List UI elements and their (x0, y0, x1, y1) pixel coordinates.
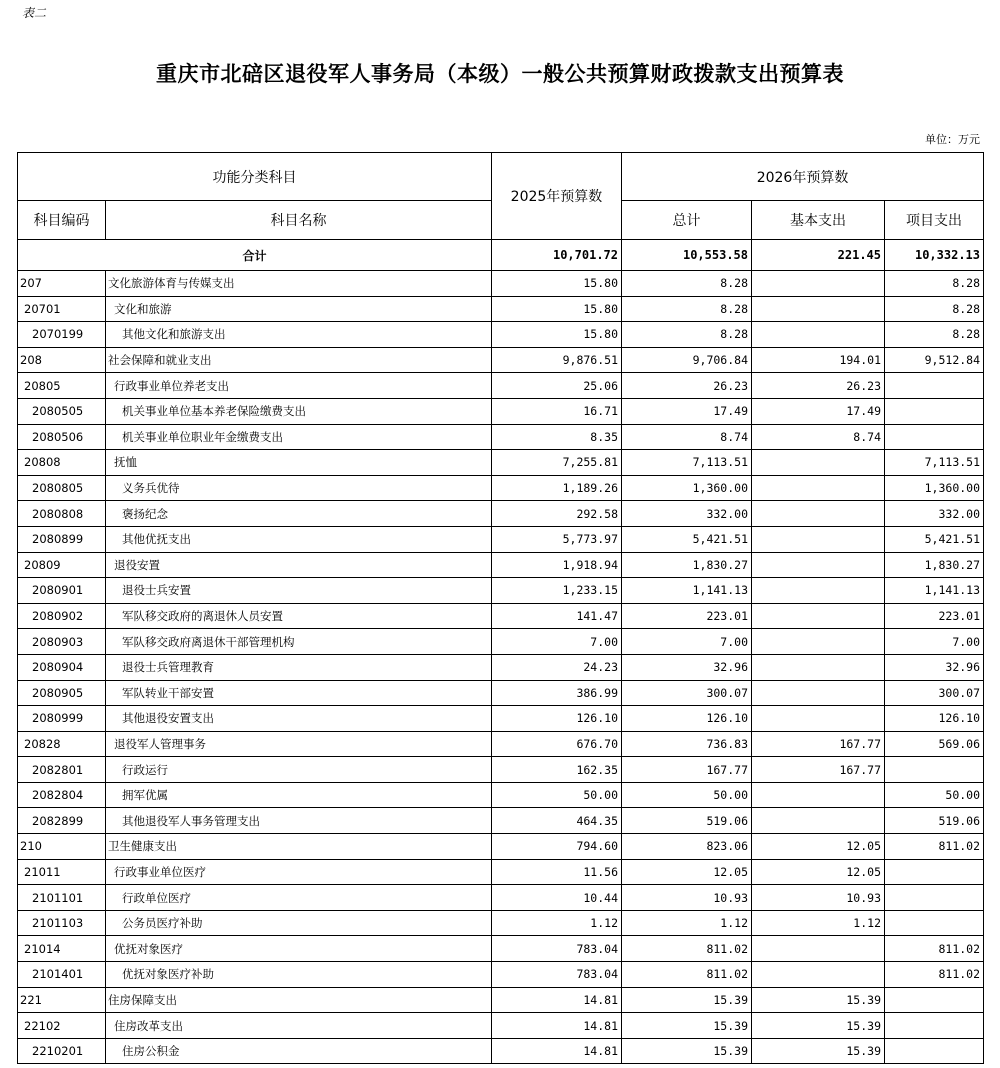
table-row (18, 680, 984, 706)
name-cell: 义务兵优待 (106, 475, 492, 501)
project-cell: 1,360.00 (885, 475, 984, 501)
total-cell: 15.39 (622, 1038, 752, 1064)
name-cell: 退役士兵安置 (106, 578, 492, 604)
project-cell: 811.02 (885, 936, 984, 962)
header-code: 科目编码 (18, 201, 106, 240)
code-cell: 2210201 (18, 1038, 106, 1064)
code-cell: 2080505 (18, 398, 106, 424)
name-cell: 机关事业单位基本养老保险缴费支出 (106, 398, 492, 424)
table-row (18, 322, 984, 348)
project-cell: 9,512.84 (885, 347, 984, 373)
basic-cell: 12.05 (752, 859, 885, 885)
code-cell: 21014 (18, 936, 106, 962)
total-cell: 8.74 (622, 424, 752, 450)
total-project: 10,332.13 (885, 240, 984, 271)
code-cell: 2080999 (18, 706, 106, 732)
project-cell (885, 373, 984, 399)
basic-cell (752, 552, 885, 578)
project-cell (885, 987, 984, 1013)
budget-2025-cell: 794.60 (492, 834, 622, 860)
code-cell: 2080899 (18, 526, 106, 552)
table-row (18, 962, 984, 988)
table-row (18, 552, 984, 578)
budget-2025-cell: 8.35 (492, 424, 622, 450)
table-row (18, 296, 984, 322)
table-row (18, 706, 984, 732)
name-cell: 军队移交政府离退休干部管理机构 (106, 629, 492, 655)
table-row (18, 603, 984, 629)
name-cell: 卫生健康支出 (106, 834, 492, 860)
basic-cell (752, 271, 885, 297)
budget-2025-cell: 15.80 (492, 271, 622, 297)
project-cell (885, 859, 984, 885)
project-cell: 1,141.13 (885, 578, 984, 604)
table-row (18, 834, 984, 860)
name-cell: 住房改革支出 (106, 1013, 492, 1039)
basic-cell: 8.74 (752, 424, 885, 450)
basic-cell: 26.23 (752, 373, 885, 399)
project-cell: 300.07 (885, 680, 984, 706)
total-cell: 167.77 (622, 757, 752, 783)
code-cell: 2082801 (18, 757, 106, 783)
name-cell: 其他优抚支出 (106, 526, 492, 552)
budget-2025-cell: 162.35 (492, 757, 622, 783)
total-cell: 332.00 (622, 501, 752, 527)
basic-cell (752, 782, 885, 808)
code-cell: 2082899 (18, 808, 106, 834)
code-cell: 2080903 (18, 629, 106, 655)
name-cell: 行政单位医疗 (106, 885, 492, 911)
total-cell: 8.28 (622, 296, 752, 322)
basic-cell (752, 654, 885, 680)
code-cell: 2080506 (18, 424, 106, 450)
name-cell: 住房公积金 (106, 1038, 492, 1064)
project-cell: 50.00 (885, 782, 984, 808)
total-cell: 126.10 (622, 706, 752, 732)
total-cell: 15.39 (622, 987, 752, 1013)
project-cell: 32.96 (885, 654, 984, 680)
total-budget-2025: 10,701.72 (492, 240, 622, 271)
total-cell: 300.07 (622, 680, 752, 706)
table-row (18, 398, 984, 424)
table-row (18, 987, 984, 1013)
name-cell: 行政运行 (106, 757, 492, 783)
project-cell (885, 1038, 984, 1064)
table-row (18, 885, 984, 911)
project-cell: 5,421.51 (885, 526, 984, 552)
budget-2025-cell: 1.12 (492, 910, 622, 936)
total-cell: 8.28 (622, 322, 752, 348)
budget-2025-cell: 10.44 (492, 885, 622, 911)
total-cell: 7.00 (622, 629, 752, 655)
basic-cell (752, 296, 885, 322)
budget-2025-cell: 14.81 (492, 1038, 622, 1064)
code-cell: 21011 (18, 859, 106, 885)
table-row (18, 936, 984, 962)
table-row (18, 859, 984, 885)
project-cell (885, 424, 984, 450)
total-cell: 32.96 (622, 654, 752, 680)
basic-cell: 167.77 (752, 731, 885, 757)
code-cell: 20701 (18, 296, 106, 322)
name-cell: 其他退役安置支出 (106, 706, 492, 732)
table-row (18, 910, 984, 936)
budget-2025-cell: 783.04 (492, 962, 622, 988)
basic-cell: 17.49 (752, 398, 885, 424)
header-functional-category: 功能分类科目 (18, 153, 492, 201)
project-cell: 569.06 (885, 731, 984, 757)
budget-2025-cell: 464.35 (492, 808, 622, 834)
table-row (18, 808, 984, 834)
total-cell: 823.06 (622, 834, 752, 860)
budget-2025-cell: 126.10 (492, 706, 622, 732)
total-cell: 10.93 (622, 885, 752, 911)
table-row (18, 757, 984, 783)
table-row (18, 782, 984, 808)
table-row (18, 271, 984, 297)
budget-2025-cell: 1,189.26 (492, 475, 622, 501)
code-cell: 20828 (18, 731, 106, 757)
budget-2025-cell: 24.23 (492, 654, 622, 680)
code-cell: 2080905 (18, 680, 106, 706)
total-cell: 17.49 (622, 398, 752, 424)
total-row (18, 240, 984, 271)
total-cell: 811.02 (622, 936, 752, 962)
total-cell: 50.00 (622, 782, 752, 808)
basic-cell (752, 603, 885, 629)
name-cell: 行政事业单位医疗 (106, 859, 492, 885)
total-cell: 5,421.51 (622, 526, 752, 552)
project-cell: 811.02 (885, 834, 984, 860)
code-cell: 2070199 (18, 322, 106, 348)
basic-cell (752, 475, 885, 501)
basic-cell (752, 578, 885, 604)
basic-cell (752, 936, 885, 962)
table-row (18, 347, 984, 373)
code-cell: 2080902 (18, 603, 106, 629)
name-cell: 拥军优属 (106, 782, 492, 808)
name-cell: 退役安置 (106, 552, 492, 578)
name-cell: 公务员医疗补助 (106, 910, 492, 936)
table-row (18, 450, 984, 476)
total-cell: 1,360.00 (622, 475, 752, 501)
code-cell: 2080904 (18, 654, 106, 680)
table-row (18, 1038, 984, 1064)
project-cell: 126.10 (885, 706, 984, 732)
budget-2025-cell: 15.80 (492, 296, 622, 322)
basic-cell: 10.93 (752, 885, 885, 911)
project-cell (885, 1013, 984, 1039)
header-basic: 基本支出 (752, 201, 885, 240)
project-cell (885, 398, 984, 424)
project-cell: 8.28 (885, 271, 984, 297)
project-cell (885, 885, 984, 911)
name-cell: 抚恤 (106, 450, 492, 476)
header-project: 项目支出 (885, 201, 984, 240)
basic-cell (752, 629, 885, 655)
budget-2025-cell: 14.81 (492, 987, 622, 1013)
budget-2025-cell: 14.81 (492, 1013, 622, 1039)
name-cell: 退役军人管理事务 (106, 731, 492, 757)
basic-cell: 1.12 (752, 910, 885, 936)
project-cell: 332.00 (885, 501, 984, 527)
total-cell: 1,830.27 (622, 552, 752, 578)
table-row (18, 475, 984, 501)
table-row (18, 654, 984, 680)
project-cell: 519.06 (885, 808, 984, 834)
code-cell: 2101401 (18, 962, 106, 988)
budget-2025-cell: 5,773.97 (492, 526, 622, 552)
project-cell: 7,113.51 (885, 450, 984, 476)
project-cell (885, 910, 984, 936)
code-cell: 22102 (18, 1013, 106, 1039)
project-cell: 8.28 (885, 322, 984, 348)
name-cell: 机关事业单位职业年金缴费支出 (106, 424, 492, 450)
budget-table (17, 152, 984, 1064)
code-cell: 20805 (18, 373, 106, 399)
budget-2025-cell: 1,918.94 (492, 552, 622, 578)
table-row (18, 373, 984, 399)
unit-label: 单位：万元 (925, 133, 980, 146)
budget-2025-cell: 9,876.51 (492, 347, 622, 373)
code-cell: 221 (18, 987, 106, 1013)
total-cell: 811.02 (622, 962, 752, 988)
header-budget-2025: 2025年预算数 (492, 153, 622, 240)
budget-2025-cell: 1,233.15 (492, 578, 622, 604)
budget-2025-cell: 386.99 (492, 680, 622, 706)
table-row (18, 578, 984, 604)
basic-cell (752, 450, 885, 476)
budget-2025-cell: 292.58 (492, 501, 622, 527)
header-total: 总计 (622, 201, 752, 240)
name-cell: 优抚对象医疗补助 (106, 962, 492, 988)
code-cell: 20809 (18, 552, 106, 578)
name-cell: 行政事业单位养老支出 (106, 373, 492, 399)
table-row (18, 526, 984, 552)
basic-cell (752, 962, 885, 988)
basic-cell: 194.01 (752, 347, 885, 373)
basic-cell (752, 322, 885, 348)
total-label: 合计 (18, 240, 492, 271)
code-cell: 2101103 (18, 910, 106, 936)
budget-2025-cell: 16.71 (492, 398, 622, 424)
name-cell: 其他退役军人事务管理支出 (106, 808, 492, 834)
table-number: 表二 (22, 6, 47, 20)
code-cell: 210 (18, 834, 106, 860)
total-cell: 12.05 (622, 859, 752, 885)
project-cell: 8.28 (885, 296, 984, 322)
header-name: 科目名称 (106, 201, 492, 240)
budget-2025-cell: 676.70 (492, 731, 622, 757)
project-cell: 223.01 (885, 603, 984, 629)
total-basic: 221.45 (752, 240, 885, 271)
name-cell: 住房保障支出 (106, 987, 492, 1013)
code-cell: 2080805 (18, 475, 106, 501)
name-cell: 文化旅游体育与传媒支出 (106, 271, 492, 297)
code-cell: 2101101 (18, 885, 106, 911)
project-cell: 7.00 (885, 629, 984, 655)
total-cell: 223.01 (622, 603, 752, 629)
project-cell: 811.02 (885, 962, 984, 988)
code-cell: 20808 (18, 450, 106, 476)
basic-cell (752, 501, 885, 527)
name-cell: 军队转业干部安置 (106, 680, 492, 706)
budget-2025-cell: 50.00 (492, 782, 622, 808)
name-cell: 文化和旅游 (106, 296, 492, 322)
total-cell: 26.23 (622, 373, 752, 399)
table-row (18, 731, 984, 757)
name-cell: 优抚对象医疗 (106, 936, 492, 962)
basic-cell: 15.39 (752, 1038, 885, 1064)
total-cell: 7,113.51 (622, 450, 752, 476)
total-cell: 519.06 (622, 808, 752, 834)
total-cell: 736.83 (622, 731, 752, 757)
budget-2025-cell: 7.00 (492, 629, 622, 655)
total-cell: 15.39 (622, 1013, 752, 1039)
code-cell: 2080901 (18, 578, 106, 604)
basic-cell (752, 808, 885, 834)
code-cell: 208 (18, 347, 106, 373)
table-row (18, 629, 984, 655)
code-cell: 207 (18, 271, 106, 297)
table-row (18, 501, 984, 527)
code-cell: 2080808 (18, 501, 106, 527)
budget-2025-cell: 141.47 (492, 603, 622, 629)
total-cell: 1.12 (622, 910, 752, 936)
budget-2025-cell: 25.06 (492, 373, 622, 399)
total-total: 10,553.58 (622, 240, 752, 271)
project-cell (885, 757, 984, 783)
basic-cell (752, 680, 885, 706)
basic-cell (752, 706, 885, 732)
table-row (18, 1013, 984, 1039)
code-cell: 2082804 (18, 782, 106, 808)
page-title: 重庆市北碚区退役军人事务局（本级）一般公共预算财政拨款支出预算表 (156, 62, 844, 86)
budget-2025-cell: 11.56 (492, 859, 622, 885)
total-cell: 9,706.84 (622, 347, 752, 373)
budget-2025-cell: 783.04 (492, 936, 622, 962)
basic-cell: 15.39 (752, 987, 885, 1013)
budget-2025-cell: 15.80 (492, 322, 622, 348)
name-cell: 社会保障和就业支出 (106, 347, 492, 373)
basic-cell: 12.05 (752, 834, 885, 860)
project-cell: 1,830.27 (885, 552, 984, 578)
budget-2025-cell: 7,255.81 (492, 450, 622, 476)
total-cell: 8.28 (622, 271, 752, 297)
header-budget-2026: 2026年预算数 (622, 153, 984, 201)
name-cell: 退役士兵管理教育 (106, 654, 492, 680)
name-cell: 军队移交政府的离退休人员安置 (106, 603, 492, 629)
basic-cell (752, 526, 885, 552)
name-cell: 其他文化和旅游支出 (106, 322, 492, 348)
total-cell: 1,141.13 (622, 578, 752, 604)
basic-cell: 15.39 (752, 1013, 885, 1039)
name-cell: 褒扬纪念 (106, 501, 492, 527)
table-row (18, 424, 984, 450)
basic-cell: 167.77 (752, 757, 885, 783)
